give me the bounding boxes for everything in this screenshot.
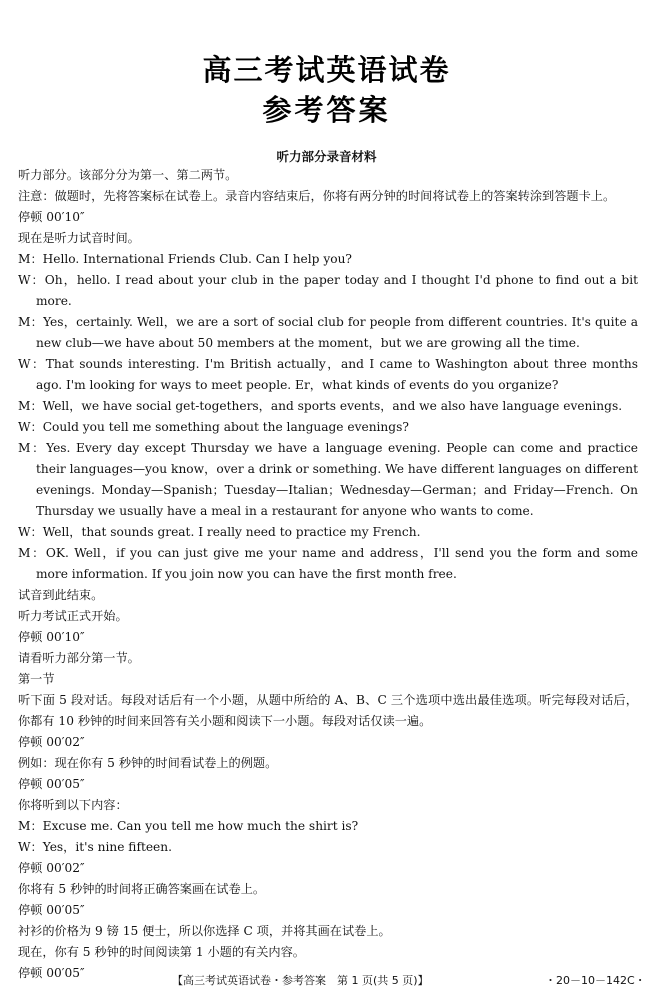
dialogue-line: M：Yes，certainly. Well，we are a sort of social club for people from different countries. It's quite a new club—we have about 50 members at the moment，but we are growing all the time.	[18, 315, 638, 350]
dialogue-line: M：Well，we have social get-togethers，and sports events，and we also have language evenings.	[18, 399, 623, 413]
dialogue-line: M：Yes. Every day except Thursday we have a language evening. People can come and practice their languages—you know，over a drink or something. We have different languages on different evenings. Monday—Spanish；Tuesday—Italian；Wednesday—German；and Friday—French. On Thursday we usually have a meal in a restaurant for anyone who wants to come.	[18, 441, 638, 518]
transcript-line: 停顿 00′05″	[18, 966, 85, 980]
transcript-line: 听下面 5 段对话。每段对话后有一个小题，从题中所给的 A、B、C 三个选项中选出最佳选项。听完每段对话后，你都有 10 秒钟的时间来回答有关小题和阅读下一小题。每段对话仅读一遍。	[18, 693, 638, 728]
transcript-line: 停顿 00′02″	[18, 735, 85, 749]
dialogue-line: W：That sounds interesting. I'm British actually，and I came to Washington about three months ago. I'm looking for ways to meet people. Er，what kinds of events do you organize?	[18, 357, 638, 392]
section-title: 听力部分录音材料	[276, 149, 377, 164]
dialogue-line: W：Oh，hello. I read about your club in the paper today and I thought I'd phone to find out a bit more.	[18, 273, 638, 308]
transcript-line: 试音到此结束。	[18, 588, 104, 602]
dialogue-line: W：Yes，it's nine fifteen.	[18, 840, 172, 854]
exam-title: 高三考试英语试卷	[202, 53, 451, 87]
transcript-line: 注意：做题时，先将答案标在试卷上。录音内容结束后，你将有两分钟的时间将试卷上的答案转涂到答题卡上。	[18, 189, 616, 203]
transcript-line: 你将听到以下内容：	[18, 798, 128, 812]
dialogue-line: M：OK. Well，if you can just give me your name and address，I'll send you the form and some more information. If you join now you can have the first month free.	[18, 546, 638, 581]
dialogue-line: W：Could you tell me something about the language evenings?	[18, 420, 409, 434]
transcript-line: 第一节	[18, 672, 55, 686]
transcript-line: 例如：现在你有 5 秒钟的时间看试卷上的例题。	[18, 756, 278, 770]
dialogue-line: M：Excuse me. Can you tell me how much the shirt is?	[18, 819, 359, 833]
transcript-line: 衬衫的价格为 9 镑 15 便士，所以你选择 C 项，并将其画在试卷上。	[18, 924, 391, 938]
footer-exam-code: ・20－10－142C・	[545, 974, 646, 987]
transcript-line: 听力部分。该部分分为第一、第二两节。	[18, 168, 238, 182]
transcript-line: 停顿 00′05″	[18, 777, 85, 791]
transcript-line: 停顿 00′02″	[18, 861, 85, 875]
footer-page-info: 【高三考试英语试卷・参考答案 第 1 页(共 5 页)】	[172, 974, 429, 987]
answer-key-title: 参考答案	[262, 93, 391, 127]
transcript-line: 请看听力部分第一节。	[18, 651, 140, 665]
transcript-line: 停顿 00′05″	[18, 903, 85, 917]
transcript-line: 你将有 5 秒钟的时间将正确答案画在试卷上。	[18, 882, 266, 896]
dialogue-line: W：Well，that sounds great. I really need to practice my French.	[18, 525, 421, 539]
transcript-line: 现在，你有 5 秒钟的时间阅读第 1 小题的有关内容。	[18, 945, 305, 959]
transcript-line: 停顿 00′10″	[18, 630, 85, 644]
transcript-line: 停顿 00′10″	[18, 210, 85, 224]
dialogue-line: M：Hello. International Friends Club. Can I help you?	[18, 252, 352, 266]
transcript-line: 听力考试正式开始。	[18, 609, 128, 623]
transcript-body	[18, 165, 638, 984]
transcript-line: 现在是听力试音时间。	[18, 231, 140, 245]
